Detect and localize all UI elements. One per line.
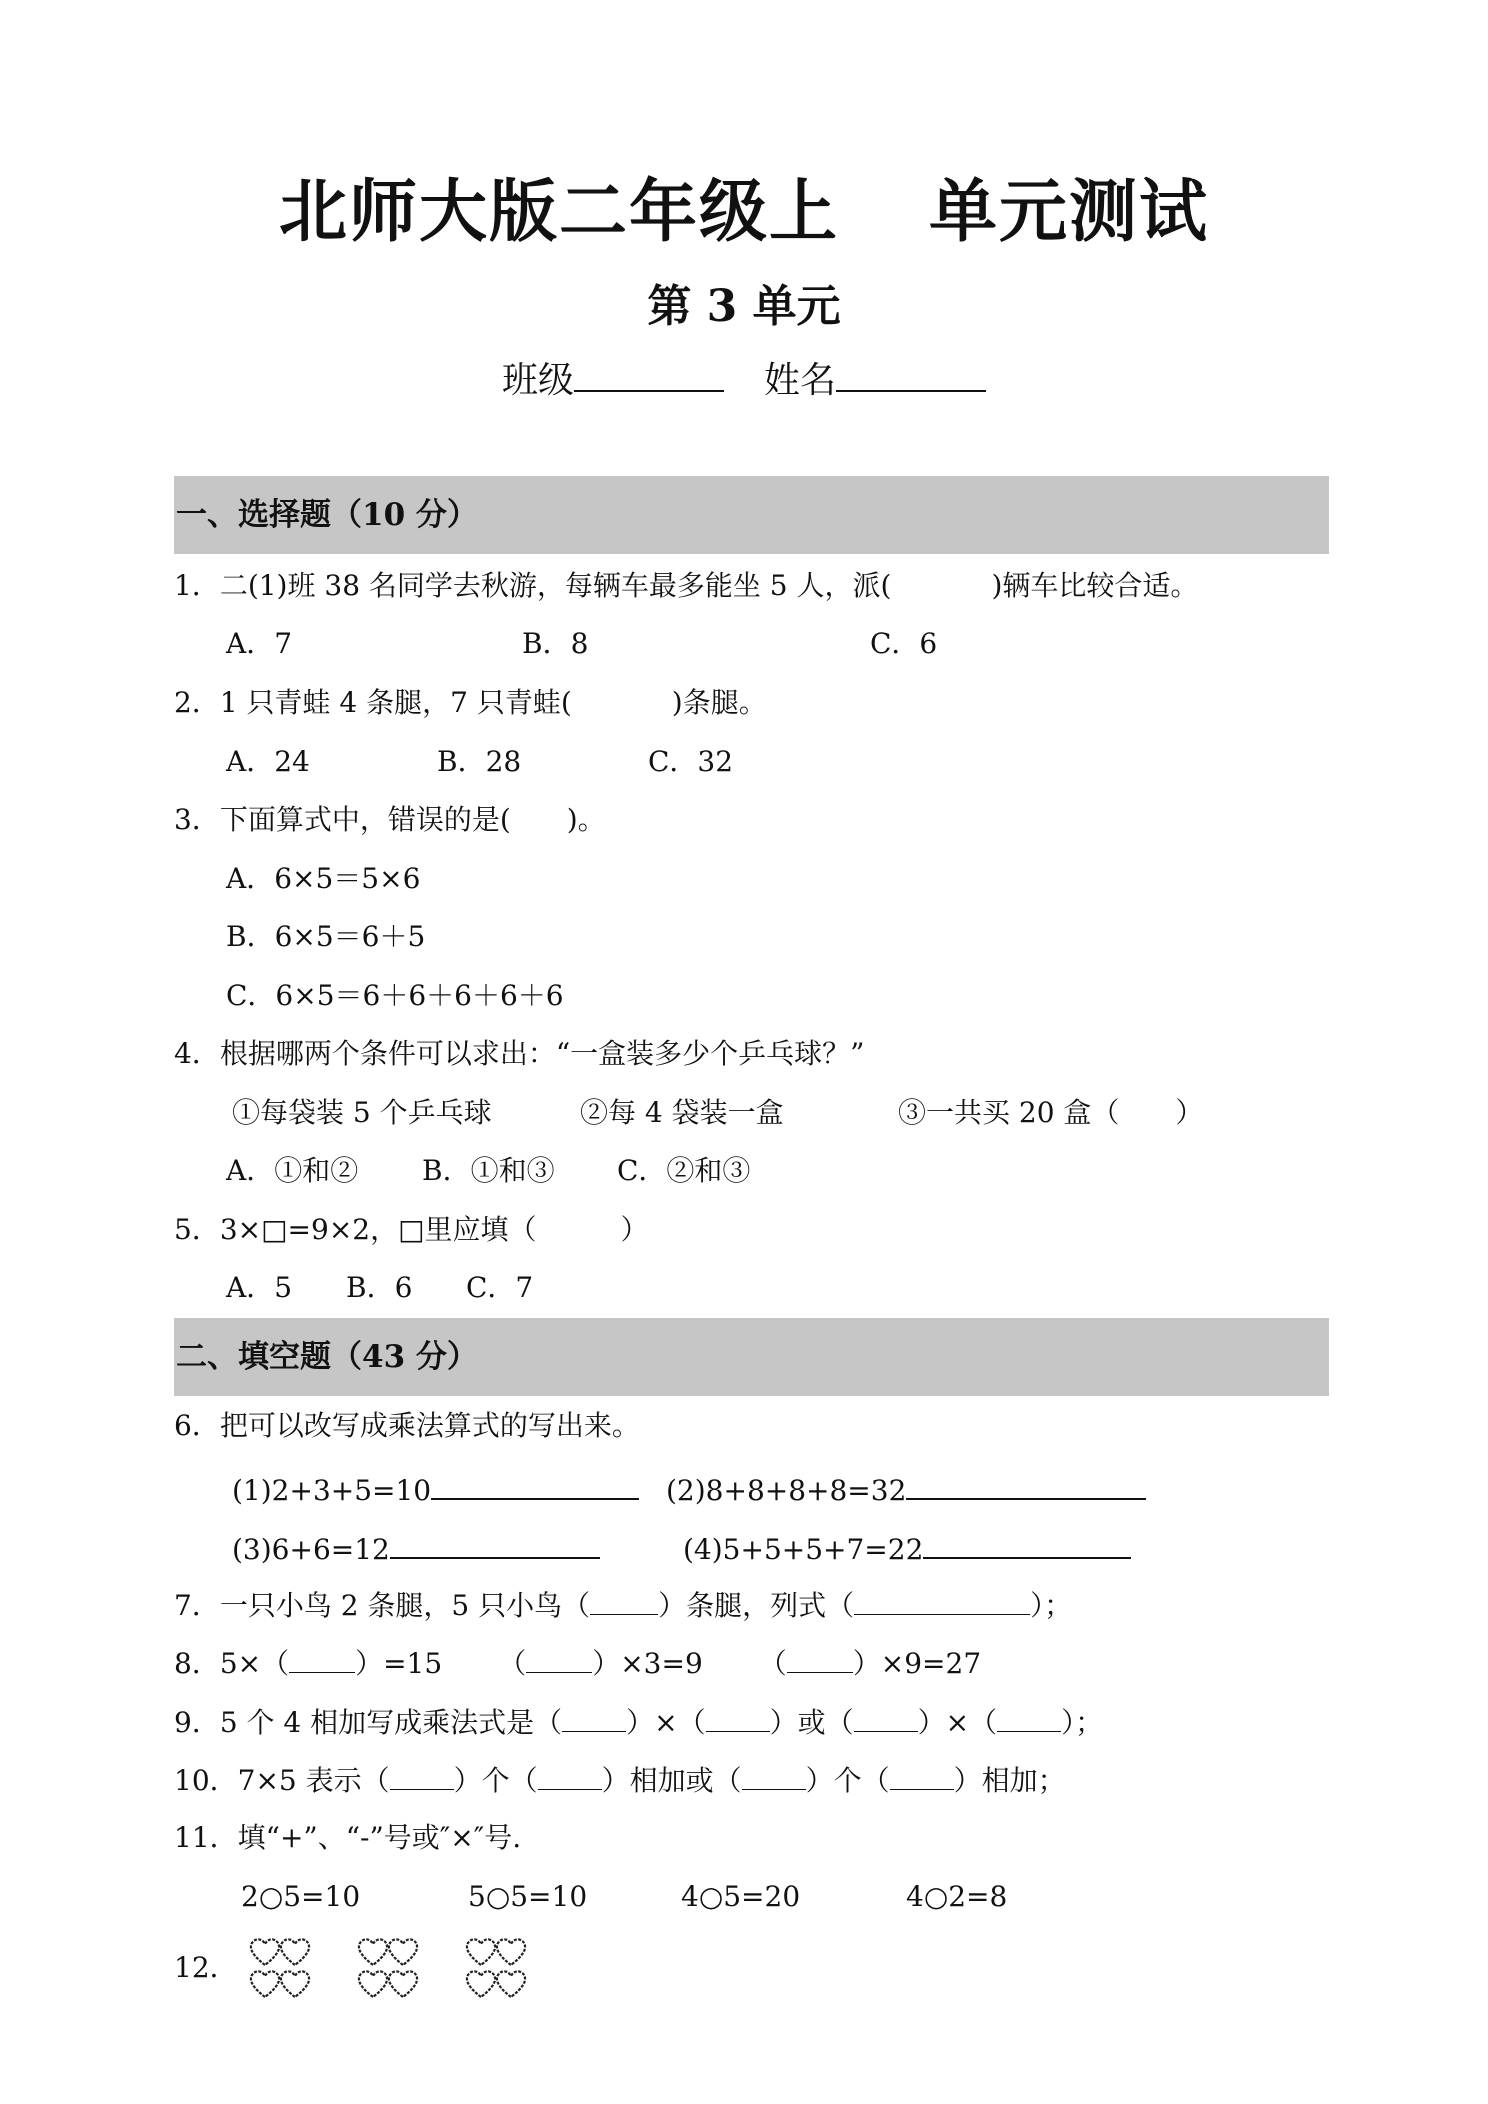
question-9: 9．5 个 4 相加写成乘法式是（ ）×（ ）或（ ）×（ ）； (174, 1703, 1103, 1741)
q11-expr-2[interactable]: 5○5=10 (468, 1880, 588, 1913)
q9-blank-1[interactable] (562, 1703, 626, 1732)
q8-blank-3[interactable] (787, 1644, 853, 1673)
q1-option-b[interactable]: B．8 (522, 627, 589, 660)
question-8: 8．5×（ ）=15 （ ）×3=9 （ ）×9=27 (174, 1644, 981, 1682)
q6-part-1: (1)2+3+5=10 (232, 1468, 639, 1509)
name-blank[interactable] (836, 354, 986, 392)
question-10: 10．7×5 表示（ ）个（ ）相加或（ ）个（ ）相加； (174, 1761, 1066, 1799)
q6-blank-4[interactable] (923, 1527, 1131, 1559)
q6-part-3: (3)6+6=12 (232, 1527, 600, 1568)
q11-expr-1[interactable]: 2○5=10 (241, 1880, 361, 1913)
question-2: 2．1 只青蛙 4 条腿，7 只青蛙( )条腿。 (174, 686, 767, 719)
q6-blank-3[interactable] (390, 1527, 600, 1559)
q3-option-b[interactable]: B．6×5＝6＋5 (226, 920, 426, 953)
q6-blank-2[interactable] (906, 1468, 1146, 1500)
q4-condition-3: ③一共买 20 盒（ ） (898, 1096, 1204, 1129)
q4-option-a[interactable]: A．①和② (226, 1154, 359, 1187)
q9-blank-2[interactable] (706, 1703, 770, 1732)
q2-option-a[interactable]: A．24 (226, 745, 310, 778)
q9-blank-3[interactable] (854, 1703, 918, 1732)
q8-blank-2[interactable] (526, 1644, 592, 1673)
student-info (0, 352, 1488, 403)
title-left: 北师大版二年级上 (278, 173, 839, 252)
q8-blank-1[interactable] (289, 1644, 355, 1673)
question-4: 4．根据哪两个条件可以求出：“一盒装多少个乒乓球？” (174, 1037, 865, 1070)
question-12: 12． (174, 1951, 238, 1984)
q10-blank-2[interactable] (538, 1761, 602, 1790)
q4-option-b[interactable]: B．①和③ (422, 1154, 555, 1187)
heart-group-2-icon (359, 1939, 417, 1997)
heart-group-3-icon (467, 1939, 525, 1997)
question-5: 5．3×□=9×2，□里应填（ ） (174, 1213, 649, 1246)
q2-option-c[interactable]: C．32 (648, 745, 734, 778)
heart-groups (248, 1936, 548, 2006)
q4-condition-2: ②每 4 袋装一盒 (580, 1096, 784, 1129)
q3-option-c[interactable]: C．6×5＝6＋6＋6＋6＋6 (226, 979, 564, 1012)
q10-blank-1[interactable] (390, 1761, 454, 1790)
class-blank[interactable] (574, 354, 724, 392)
q1-option-c[interactable]: C．6 (870, 627, 938, 660)
q7-blank-2[interactable] (854, 1586, 1030, 1615)
q5-option-c[interactable]: C．7 (466, 1271, 534, 1304)
q7-blank-1[interactable] (590, 1586, 658, 1615)
question-6: 6．把可以改写成乘法算式的写出来。 (174, 1409, 640, 1442)
question-7: 7．一只小鸟 2 条腿，5 只小鸟（ ）条腿，列式（ ）； (174, 1586, 1072, 1624)
section-fill-header: 二、填空题（43 分） (174, 1318, 1329, 1396)
q9-blank-4[interactable] (997, 1703, 1061, 1732)
question-11: 11．填“+”、“-”号或″×″号. (174, 1821, 522, 1854)
q5-option-b[interactable]: B．6 (346, 1271, 413, 1304)
q11-expr-4[interactable]: 4○2=8 (906, 1880, 1008, 1913)
q10-blank-4[interactable] (890, 1761, 954, 1790)
q6-blank-1[interactable] (431, 1468, 639, 1500)
q6-part-2: (2)8+8+8+8=32 (666, 1468, 1146, 1509)
question-1: 1．二(1)班 38 名同学去秋游，每辆车最多能坐 5 人，派( )辆车比较合适。 (174, 569, 1199, 602)
section-choice-header: 一、选择题（10 分） (174, 476, 1329, 554)
q6-part-4: (4)5+5+5+7=22 (683, 1527, 1131, 1568)
heart-group-1-icon (251, 1939, 309, 1997)
q4-condition-1: ①每袋装 5 个乒乓球 (232, 1096, 492, 1129)
q5-option-a[interactable]: A．5 (226, 1271, 293, 1304)
page-title (0, 158, 1488, 255)
q4-option-c[interactable]: C．②和③ (617, 1154, 751, 1187)
class-label: 班级 (501, 360, 574, 401)
q2-option-b[interactable]: B．28 (437, 745, 522, 778)
name-label: 姓名 (764, 360, 837, 401)
q11-expr-3[interactable]: 4○5=20 (681, 1880, 801, 1913)
q10-blank-3[interactable] (742, 1761, 806, 1790)
title-right: 单元测试 (929, 173, 1210, 252)
unit-label: 第 3 单元 (647, 281, 841, 332)
q1-option-a[interactable]: A．7 (226, 627, 293, 660)
question-3: 3．下面算式中，错误的是( )。 (174, 803, 606, 836)
q3-option-a[interactable]: A．6×5＝5×6 (226, 862, 421, 895)
